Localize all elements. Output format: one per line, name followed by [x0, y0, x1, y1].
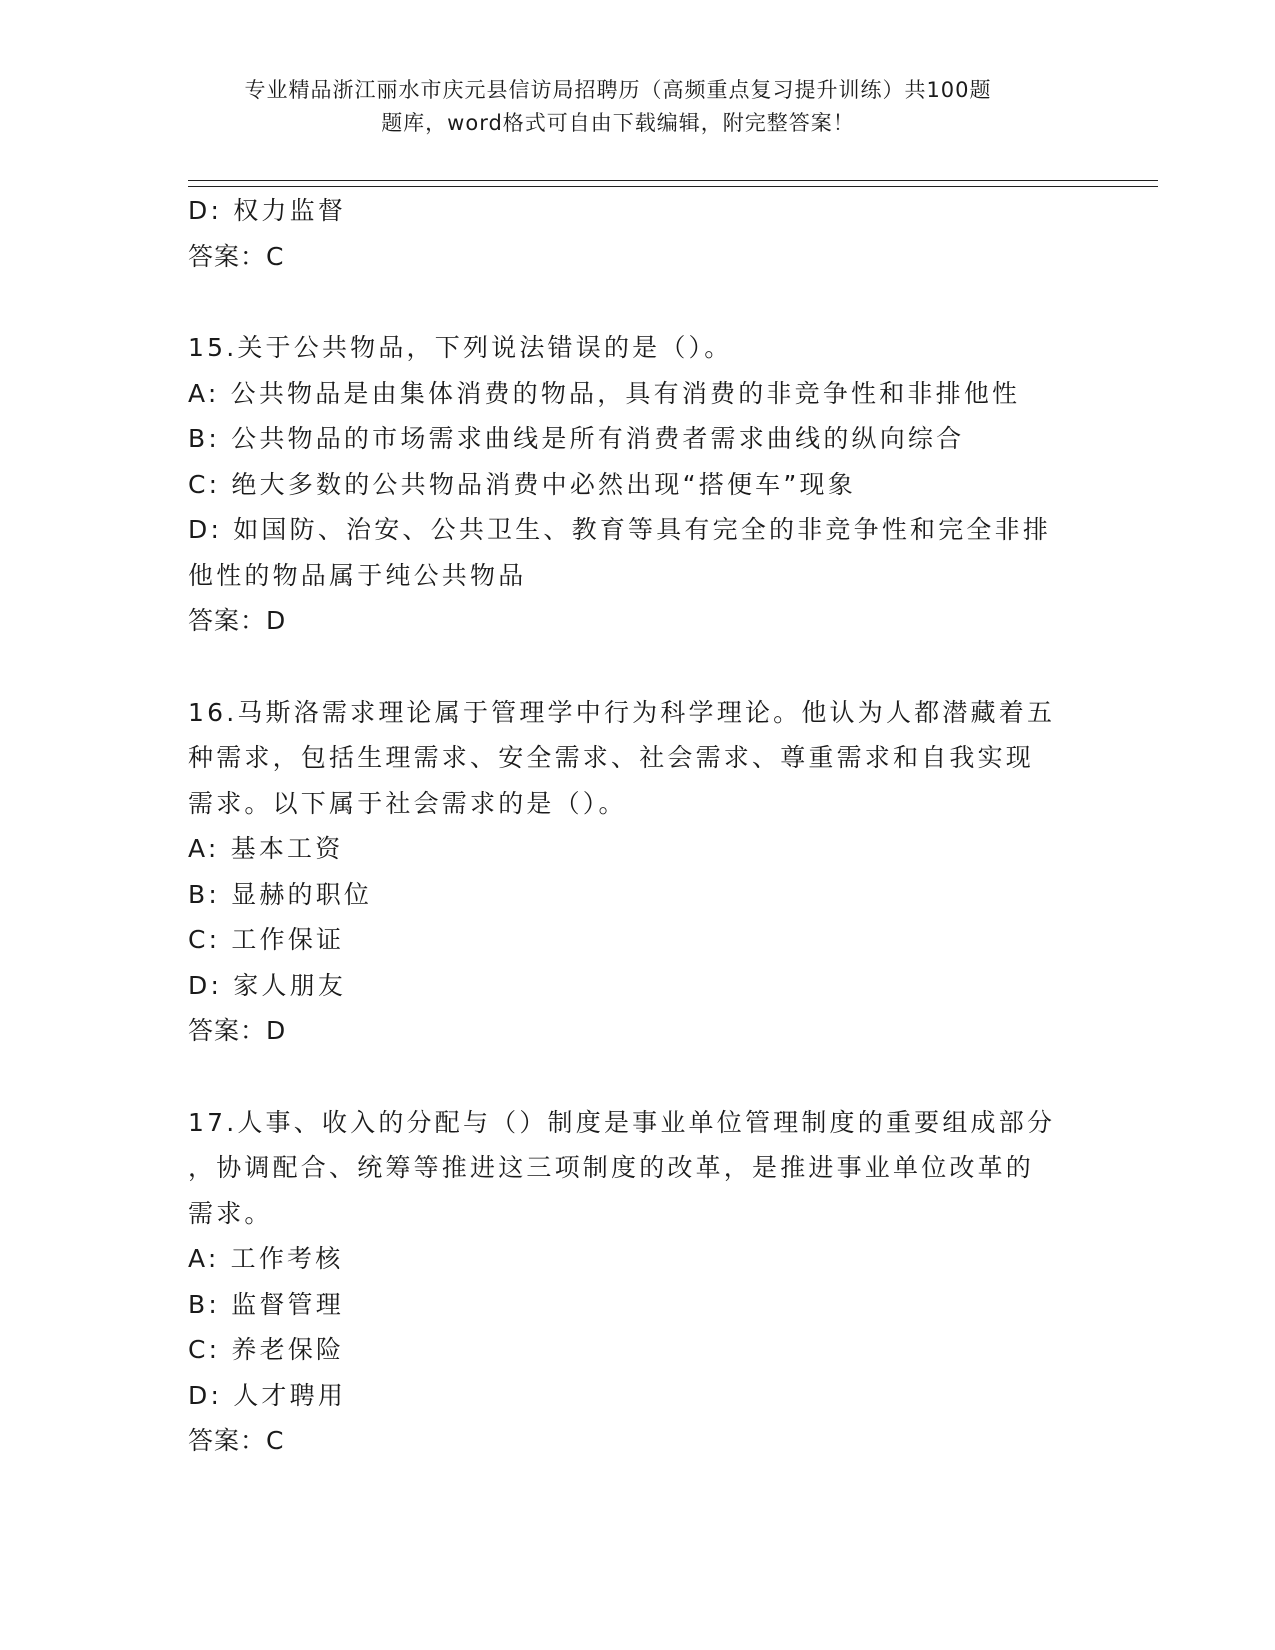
option-c: C: 工作保证	[188, 925, 345, 954]
answer-line: 答案：C	[188, 1426, 285, 1455]
question-stem-continued: 种需求，包括生理需求、安全需求、社会需求、尊重需求和自我实现	[188, 743, 1035, 772]
option-b: B: 公共物品的市场需求曲线是所有消费者需求曲线的纵向综合	[188, 424, 965, 453]
option-d: D: 如国防、治安、公共卫生、教育等具有完全的非竞争性和完全非排	[188, 515, 1052, 544]
answer-line: 答案：D	[188, 606, 287, 635]
answer-line: 答案：D	[188, 1016, 287, 1045]
option-b: B: 监督管理	[188, 1289, 344, 1319]
option-d: D: 家人朋友	[188, 970, 347, 1000]
header-title-line-2: 题库，word格式可自由下载编辑，附完整答案！	[381, 111, 855, 135]
option-a: A: 工作考核	[188, 1244, 344, 1273]
option-b: B: 显赫的职位	[188, 879, 373, 909]
option-d: D: 权力监督	[188, 196, 347, 225]
option-a: A: 公共物品是由集体消费的物品，具有消费的非竞争性和非排他性	[188, 378, 1021, 408]
header-double-rule	[188, 180, 1158, 187]
question-stem-continued: 需求。	[188, 1198, 273, 1228]
option-d-continued: 他性的物品属于纯公共物品	[188, 560, 527, 590]
document-header	[188, 74, 1048, 140]
spacer	[188, 279, 1088, 325]
question-stem: 17.人事、收入的分配与（）制度是事业单位管理制度的重要组成部分	[188, 1107, 1056, 1137]
option-c: C: 绝大多数的公共物品消费中必然出现“搭便车”现象	[188, 469, 856, 499]
option-d: D: 人才聘用	[188, 1380, 347, 1410]
question-stem: 15.关于公共物品，下列说法错误的是（）。	[188, 333, 733, 362]
previous-question-tail	[188, 188, 1088, 279]
question-stem: 16.马斯洛需求理论属于管理学中行为科学理论。他认为人都潜藏着五	[188, 697, 1056, 727]
document-body	[188, 188, 1088, 1464]
header-title-line-1: 专业精品浙江丽水市庆元县信访局招聘历（高频重点复习提升训练）共100题	[244, 78, 992, 102]
option-c: C: 养老保险	[188, 1335, 345, 1364]
question-15	[188, 325, 1088, 644]
question-stem-continued: 需求。以下属于社会需求的是（）。	[188, 788, 627, 818]
question-stem-continued: ，协调配合、统筹等推进这三项制度的改革，是推进事业单位改革的	[188, 1153, 1035, 1182]
spacer	[188, 644, 1088, 690]
question-16	[188, 690, 1088, 1054]
question-17	[188, 1100, 1088, 1464]
answer-line: 答案：C	[188, 241, 285, 271]
option-a: A: 基本工资	[188, 834, 344, 863]
spacer	[188, 1054, 1088, 1100]
